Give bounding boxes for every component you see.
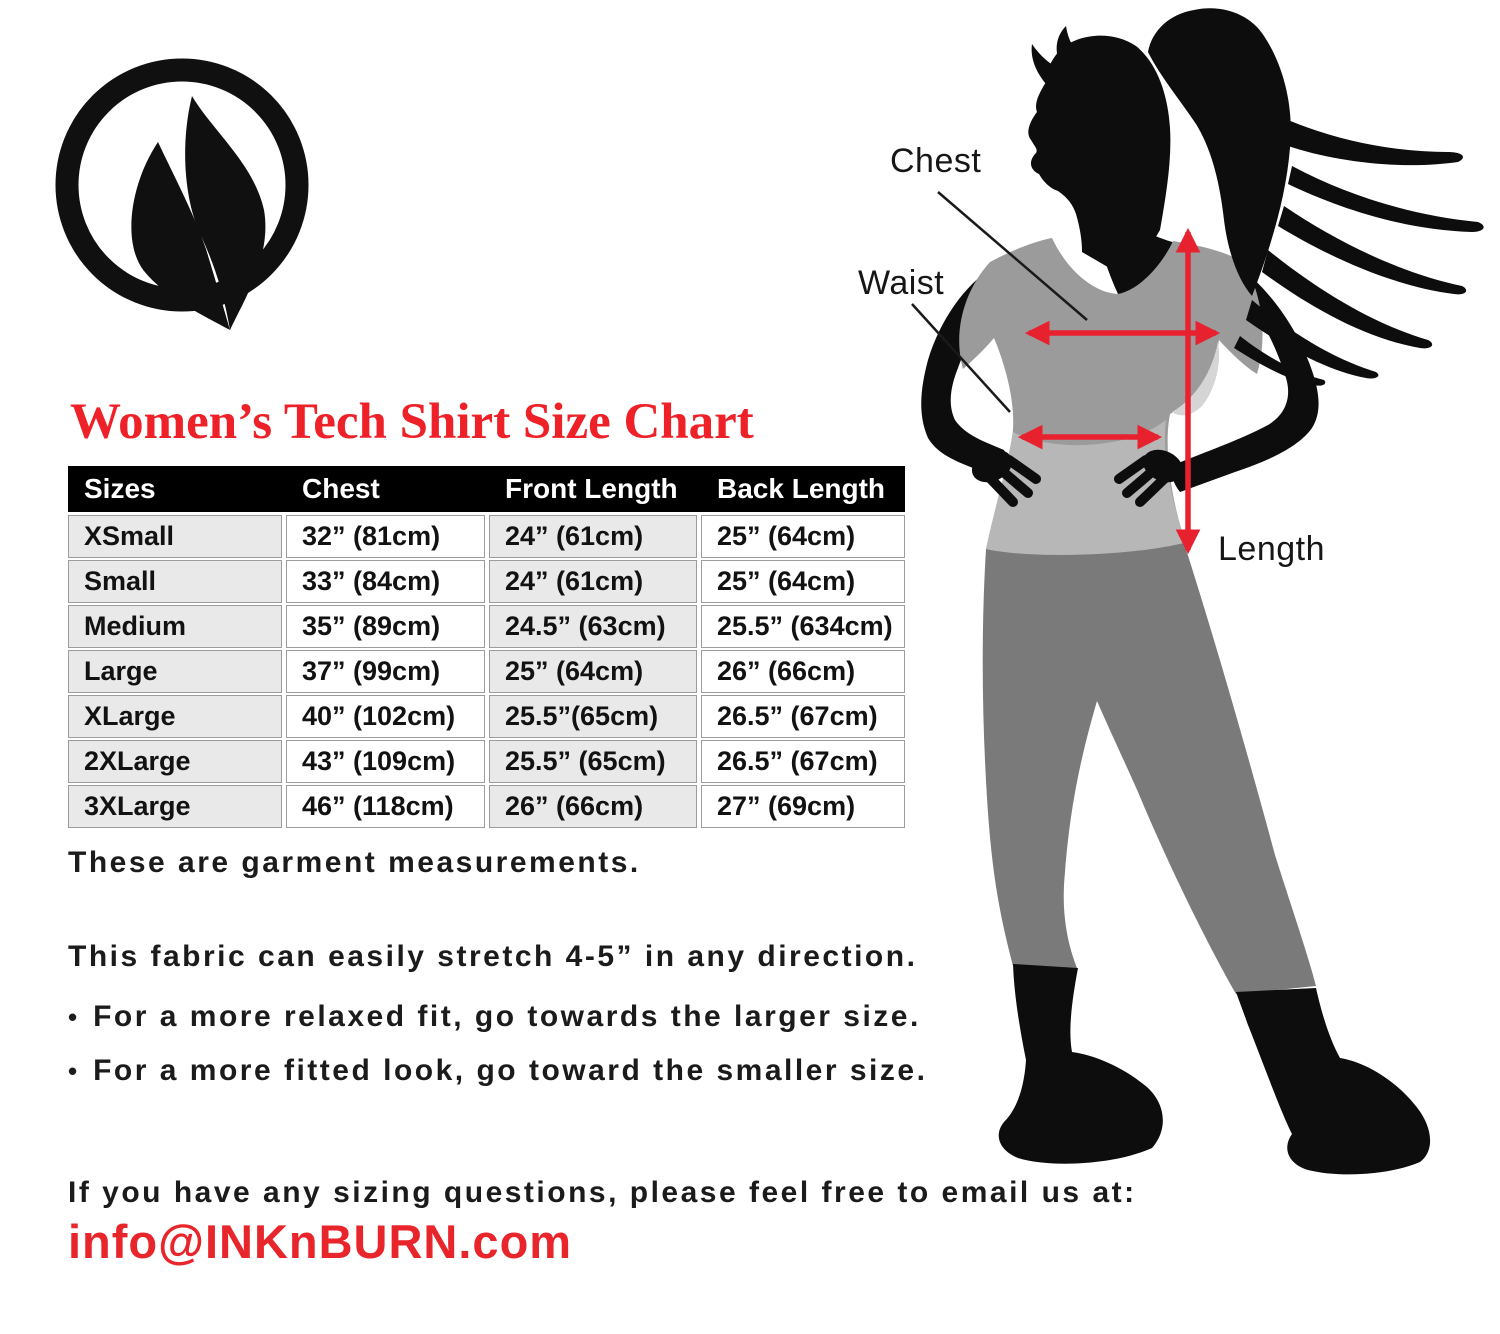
fabric-stretch-note: This fabric can easily stretch 4-5” in any direction. bbox=[68, 940, 918, 973]
chest-cell: 32” (81cm) bbox=[286, 515, 485, 558]
front-length-cell: 24.5” (63cm) bbox=[489, 605, 697, 648]
size-cell: XSmall bbox=[68, 515, 282, 558]
back-length-cell: 25” (64cm) bbox=[701, 515, 905, 558]
front-length-cell: 24” (61cm) bbox=[489, 515, 697, 558]
waist-label: Waist bbox=[858, 264, 945, 302]
leggings-silhouette bbox=[983, 543, 1316, 994]
front-length-cell: 26” (66cm) bbox=[489, 785, 697, 828]
back-length-cell: 25.5” (634cm) bbox=[701, 605, 905, 648]
length-label: Length bbox=[1218, 530, 1325, 568]
chest-cell: 35” (89cm) bbox=[286, 605, 485, 648]
silhouette-feet bbox=[999, 964, 1430, 1174]
back-length-cell: 25” (64cm) bbox=[701, 560, 905, 603]
contact-email: info@INKnBURN.com bbox=[68, 1215, 573, 1268]
measurement-figure bbox=[858, 0, 1500, 1334]
front-length-cell: 25” (64cm) bbox=[489, 650, 697, 693]
size-cell: Large bbox=[68, 650, 282, 693]
front-length-cell: 25.5” (65cm) bbox=[489, 740, 697, 783]
column-header-sizes: Sizes bbox=[84, 473, 156, 504]
size-cell: 2XLarge bbox=[68, 740, 282, 783]
chest-cell: 37” (99cm) bbox=[286, 650, 485, 693]
chest-cell: 33” (84cm) bbox=[286, 560, 485, 603]
bullet-relaxed-fit-text: For a more relaxed fit, go towards the larger size. bbox=[93, 1000, 921, 1033]
garment-measurements-note: These are garment measurements. bbox=[68, 846, 641, 879]
column-header-back-length: Back Length bbox=[717, 473, 886, 504]
back-length-cell: 26.5” (67cm) bbox=[701, 740, 905, 783]
bullet-dot: • bbox=[68, 1055, 78, 1086]
size-table-header bbox=[68, 466, 905, 512]
chest-cell: 46” (118cm) bbox=[286, 785, 485, 828]
back-length-cell: 26.5” (67cm) bbox=[701, 695, 905, 738]
sizing-question-text: If you have any sizing questions, please feel free to email us at: bbox=[68, 1176, 1137, 1209]
back-length-cell: 26” (66cm) bbox=[701, 650, 905, 693]
size-cell: Small bbox=[68, 560, 282, 603]
back-length-cell: 27” (69cm) bbox=[701, 785, 905, 828]
size-table-body bbox=[68, 515, 905, 828]
chest-cell: 40” (102cm) bbox=[286, 695, 485, 738]
size-cell: 3XLarge bbox=[68, 785, 282, 828]
front-length-cell: 24” (61cm) bbox=[489, 560, 697, 603]
chest-label: Chest bbox=[890, 142, 982, 180]
size-cell: Medium bbox=[68, 605, 282, 648]
bullet-dot: • bbox=[68, 1001, 78, 1032]
page-title: Women’s Tech Shirt Size Chart bbox=[70, 394, 754, 450]
chest-cell: 43” (109cm) bbox=[286, 740, 485, 783]
column-header-chest: Chest bbox=[302, 473, 380, 504]
column-header-front-length: Front Length bbox=[505, 473, 678, 504]
size-cell: XLarge bbox=[68, 695, 282, 738]
bullet-fitted-look-text: For a more fitted look, go toward the smaller size. bbox=[93, 1054, 928, 1087]
inknburn-flame-logo-icon bbox=[52, 52, 314, 352]
front-length-cell: 25.5”(65cm) bbox=[489, 695, 697, 738]
